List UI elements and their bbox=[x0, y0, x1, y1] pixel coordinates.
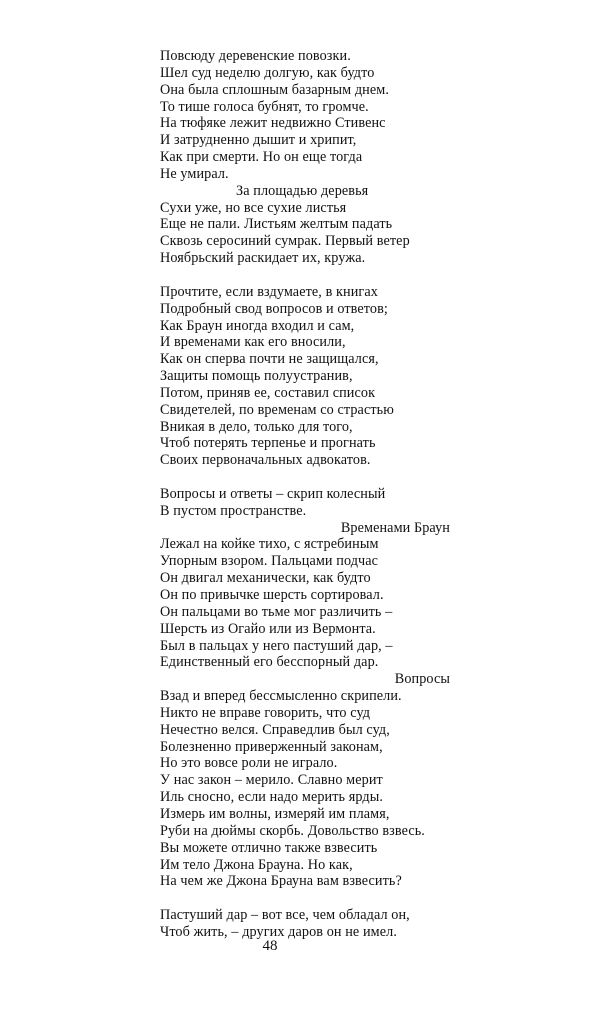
poem-line: И временами как его вносили, bbox=[160, 334, 346, 351]
poem-line: Как он сперва почти не защищался, bbox=[160, 351, 379, 368]
poem-line: Повсюду деревенские повозки. bbox=[160, 48, 351, 64]
poem-line: Вопросы и ответы – скрип колесный bbox=[160, 485, 386, 502]
poem-line: У нас закон – мерило. Славно мерит bbox=[160, 772, 383, 789]
poem-line: Подробный свод вопросов и ответов; bbox=[160, 300, 388, 317]
poem-line: Еще не пали. Листьям желтым падать bbox=[160, 216, 393, 233]
poem-line: В пустом пространстве. bbox=[160, 502, 307, 519]
poem-line: Как при смерти. Но он еще тогда bbox=[160, 149, 363, 166]
stanza bbox=[160, 284, 450, 469]
poem-line: На чем же Джона Брауна вам взвесить? bbox=[160, 873, 402, 890]
stanza bbox=[160, 907, 450, 941]
poem-line: То тише голоса бубнят, то громче. bbox=[160, 98, 369, 115]
stanza-gap bbox=[160, 267, 450, 284]
stanza bbox=[160, 486, 450, 890]
poem-line: Вопросы bbox=[394, 671, 450, 688]
stanza-gap bbox=[160, 890, 450, 907]
poem-line: Шел суд неделю долгую, как будто bbox=[160, 64, 375, 81]
poem-line: Он по привычке шерсть сортировал. bbox=[160, 587, 384, 603]
poem-line: Вникая в дело, только для того, bbox=[160, 418, 353, 435]
poem-line: Не умирал. bbox=[160, 165, 229, 182]
poem-line: Чтоб жить, – других даров он не имел. bbox=[160, 923, 397, 940]
poem-line: Был в пальцах у него пастуший дар, – bbox=[160, 637, 393, 654]
poem-line: На тюфяке лежит недвижно Стивенс bbox=[160, 115, 386, 132]
poem-line: Сухи уже, но все сухие листья bbox=[160, 199, 347, 216]
poem-line: Своих первоначальных адвокатов. bbox=[160, 452, 371, 469]
poem-line: Прочтите, если вздумаете, в книгах bbox=[160, 283, 378, 300]
poem-line: Ноябрьский раскидает их, кружа. bbox=[160, 250, 366, 267]
poem-line: Никто не вправе говорить, что суд bbox=[160, 704, 371, 721]
poem-line: Сквозь серосиний сумрак. Первый ветер bbox=[160, 233, 410, 250]
poem-line: Шерсть из Огайо или из Вермонта. bbox=[160, 620, 376, 637]
poem-line: Пастуший дар – вот все, чем обладал он, bbox=[160, 907, 410, 924]
poem-line: Лежал на койке тихо, с ястребиным bbox=[160, 536, 379, 553]
poem-line: Взад и вперед бессмысленно скрипели. bbox=[160, 688, 402, 705]
poem-line: Потом, приняв ее, составил список bbox=[160, 384, 376, 401]
poem-line: Руби на дюймы скорбь. Довольство взвесь. bbox=[160, 822, 425, 839]
poem-line: Болезненно приверженный законам, bbox=[160, 738, 383, 755]
poem-line: Защиты помощь полуустранив, bbox=[160, 368, 353, 385]
poem-line: Временами Браун bbox=[340, 519, 450, 536]
poem-line: Он пальцами во тьме мог различить – bbox=[160, 603, 393, 620]
poem-line: Иль сносно, если надо мерить ярды. bbox=[160, 789, 383, 806]
poem-line: Но это вовсе роли не играло. bbox=[160, 755, 338, 772]
poem-line: И затрудненно дышит и хрипит, bbox=[160, 132, 357, 149]
poem-line: Чтоб потерять терпенье и прогнать bbox=[160, 435, 376, 452]
poem-line: Он двигал механически, как будто bbox=[160, 570, 371, 587]
poem-line: Свидетелей, по временам со страстью bbox=[160, 401, 394, 418]
page-number: 48 bbox=[262, 938, 278, 954]
poem-line: Измерь им волны, измеряй им пламя, bbox=[160, 805, 390, 822]
poem-line: Как Браун иногда входил и сам, bbox=[160, 317, 355, 334]
poem-text-block bbox=[160, 48, 450, 941]
poem-line: Им тело Джона Брауна. Но как, bbox=[160, 856, 353, 873]
stanza bbox=[160, 48, 450, 267]
poem-line: Она была сплошным базарным днем. bbox=[160, 81, 389, 98]
poem-line: Вы можете отлично также взвесить bbox=[160, 839, 378, 856]
poem-line: Упорным взором. Пальцами подчас bbox=[160, 553, 379, 570]
poem-line: Нечестно велся. Справедлив был суд, bbox=[160, 721, 390, 738]
poem-line: За площадью деревья bbox=[236, 182, 369, 199]
poem-line: Единственный его бесспорный дар. bbox=[160, 654, 379, 671]
stanza-gap bbox=[160, 469, 450, 486]
